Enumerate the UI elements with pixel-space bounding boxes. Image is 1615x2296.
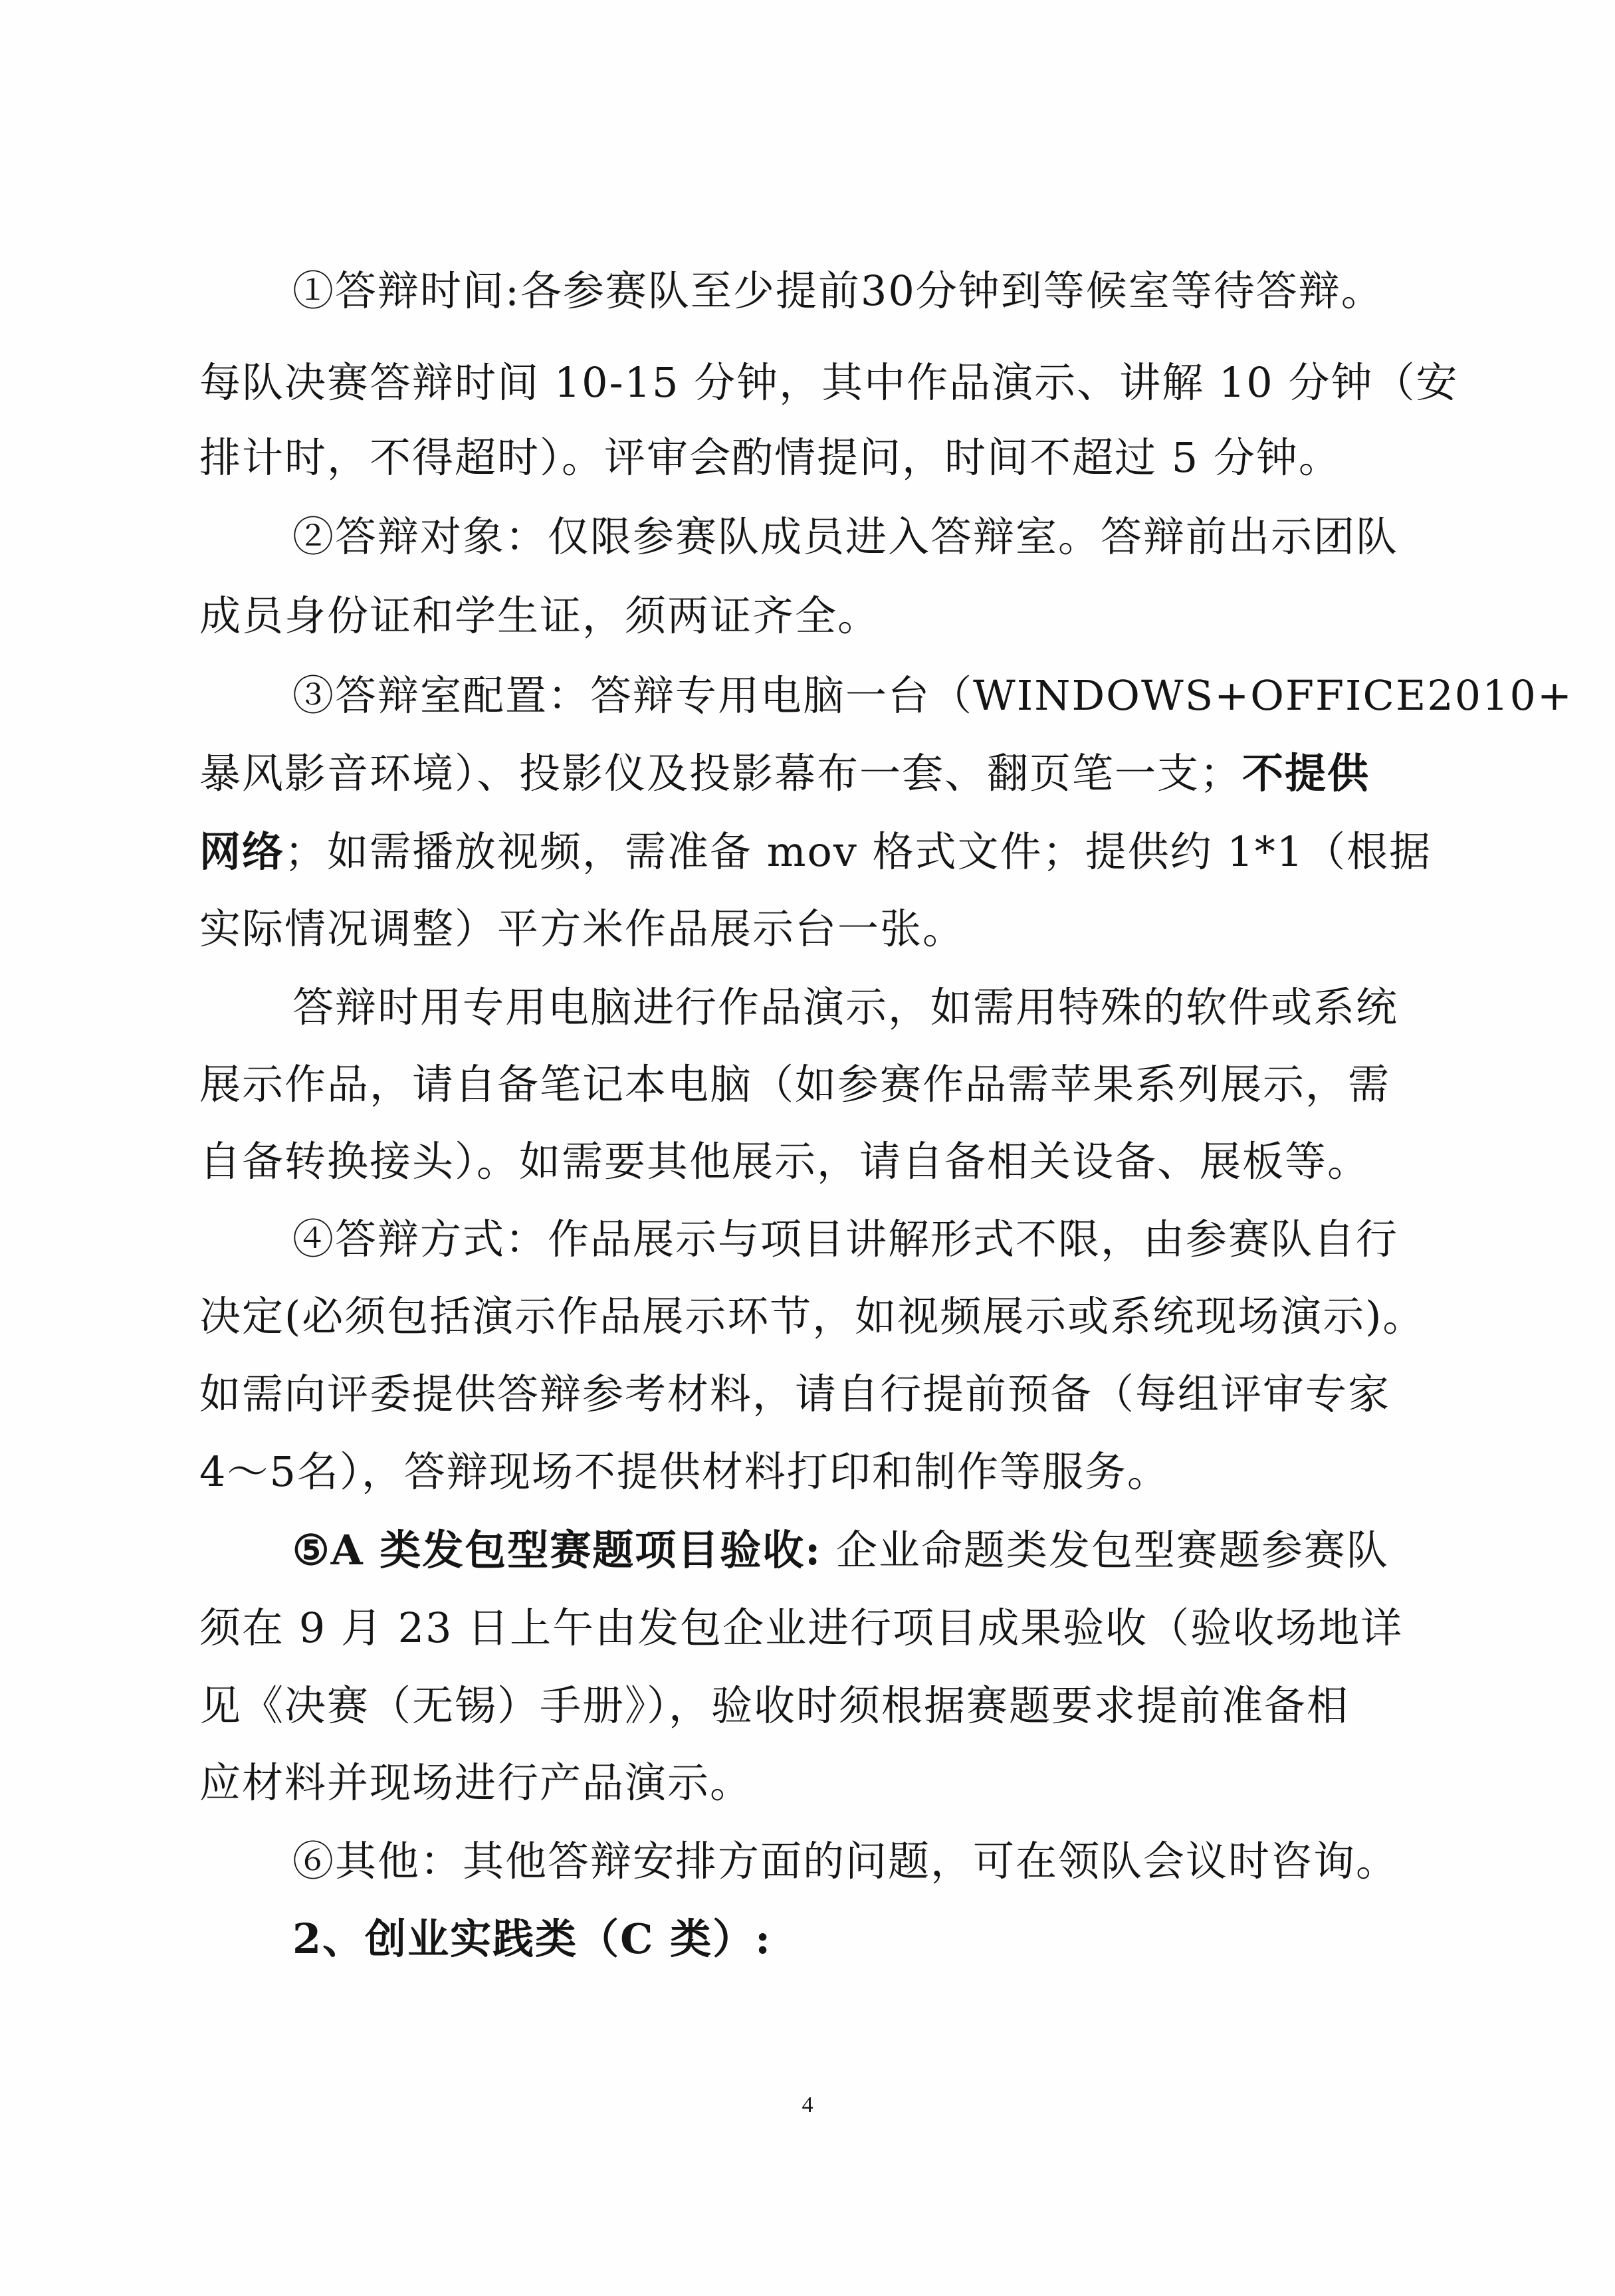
text-line (199, 747, 1370, 800)
text-line (292, 1524, 1389, 1577)
text-line: 如需向评委提供答辩参考材料，请自行提前预备（每组评审专家 (199, 1370, 1391, 1418)
text-line: ③答辩室配置：答辩专用电脑一台（WINDOWS+OFFICE2010+ (292, 671, 1573, 720)
text-line: ①答辩时间:各参赛队至少提前30分钟到等候室等待答辩。 (292, 266, 1384, 315)
text-line: 每队决赛答辩时间 10-15 分钟，其中作品演示、讲解 10 分钟（安 (199, 358, 1459, 407)
text-segment: ；如需播放视频，需准备 mov 格式文件；提供约 1*1（根据 (284, 827, 1432, 876)
text-line (199, 825, 1432, 879)
text-line: ④答辩方式：作品展示与项目讲解形式不限，由参赛队自行 (292, 1215, 1399, 1263)
text-line: 见《决赛（无锡）手册》），验收时须根据赛题要求提前准备相 (199, 1681, 1350, 1730)
text-line: ②答辩对象：仅限参赛队成员进入答辩室。答辩前出示团队 (292, 512, 1399, 561)
text-line: 展示作品，请自备笔记本电脑（如参赛作品需苹果系列展示，需 (199, 1060, 1391, 1108)
text-segment: 企业命题类发包型赛题参赛队 (821, 1526, 1389, 1574)
text-line: 答辩时用专用电脑进行作品演示，如需用特殊的软件或系统 (292, 983, 1399, 1031)
section-heading: 2、创业实践类（C 类）: (292, 1915, 772, 1963)
text-segment: 暴风影音环境）、投影仪及投影幕布一套、翻页笔一支； (199, 749, 1243, 797)
text-line: 排计时，不得超时）。评审会酌情提问，时间不超过 5 分钟。 (199, 433, 1341, 482)
text-line: 决定(必须包括演示作品展示环节，如视频展示或系统现场演示)。 (199, 1292, 1426, 1340)
text-line: 须在 9 月 23 日上午由发包企业进行项目成果验收（验收场地详 (199, 1604, 1404, 1652)
text-line: 实际情况调整）平方米作品展示台一张。 (199, 904, 966, 953)
text-line: 4～5名），答辩现场不提供材料打印和制作等服务。 (199, 1447, 1170, 1496)
text-line: 应材料并现场进行产品演示。 (199, 1758, 753, 1807)
text-line: 自备转换接头）。如需要其他展示，请自备相关设备、展板等。 (199, 1137, 1370, 1186)
text-line: ⑥其他：其他答辩安排方面的问题，可在领队会议时咨询。 (292, 1837, 1399, 1885)
bold-text-segment: 不提供 (1242, 749, 1370, 797)
text-line: 成员身份证和学生证，须两证齐全。 (199, 591, 881, 640)
bold-text-segment: ⑤A 类发包型赛题项目验收: (292, 1526, 822, 1574)
bold-text-segment: 网络 (199, 827, 285, 876)
page-number: 4 (802, 2093, 813, 2117)
